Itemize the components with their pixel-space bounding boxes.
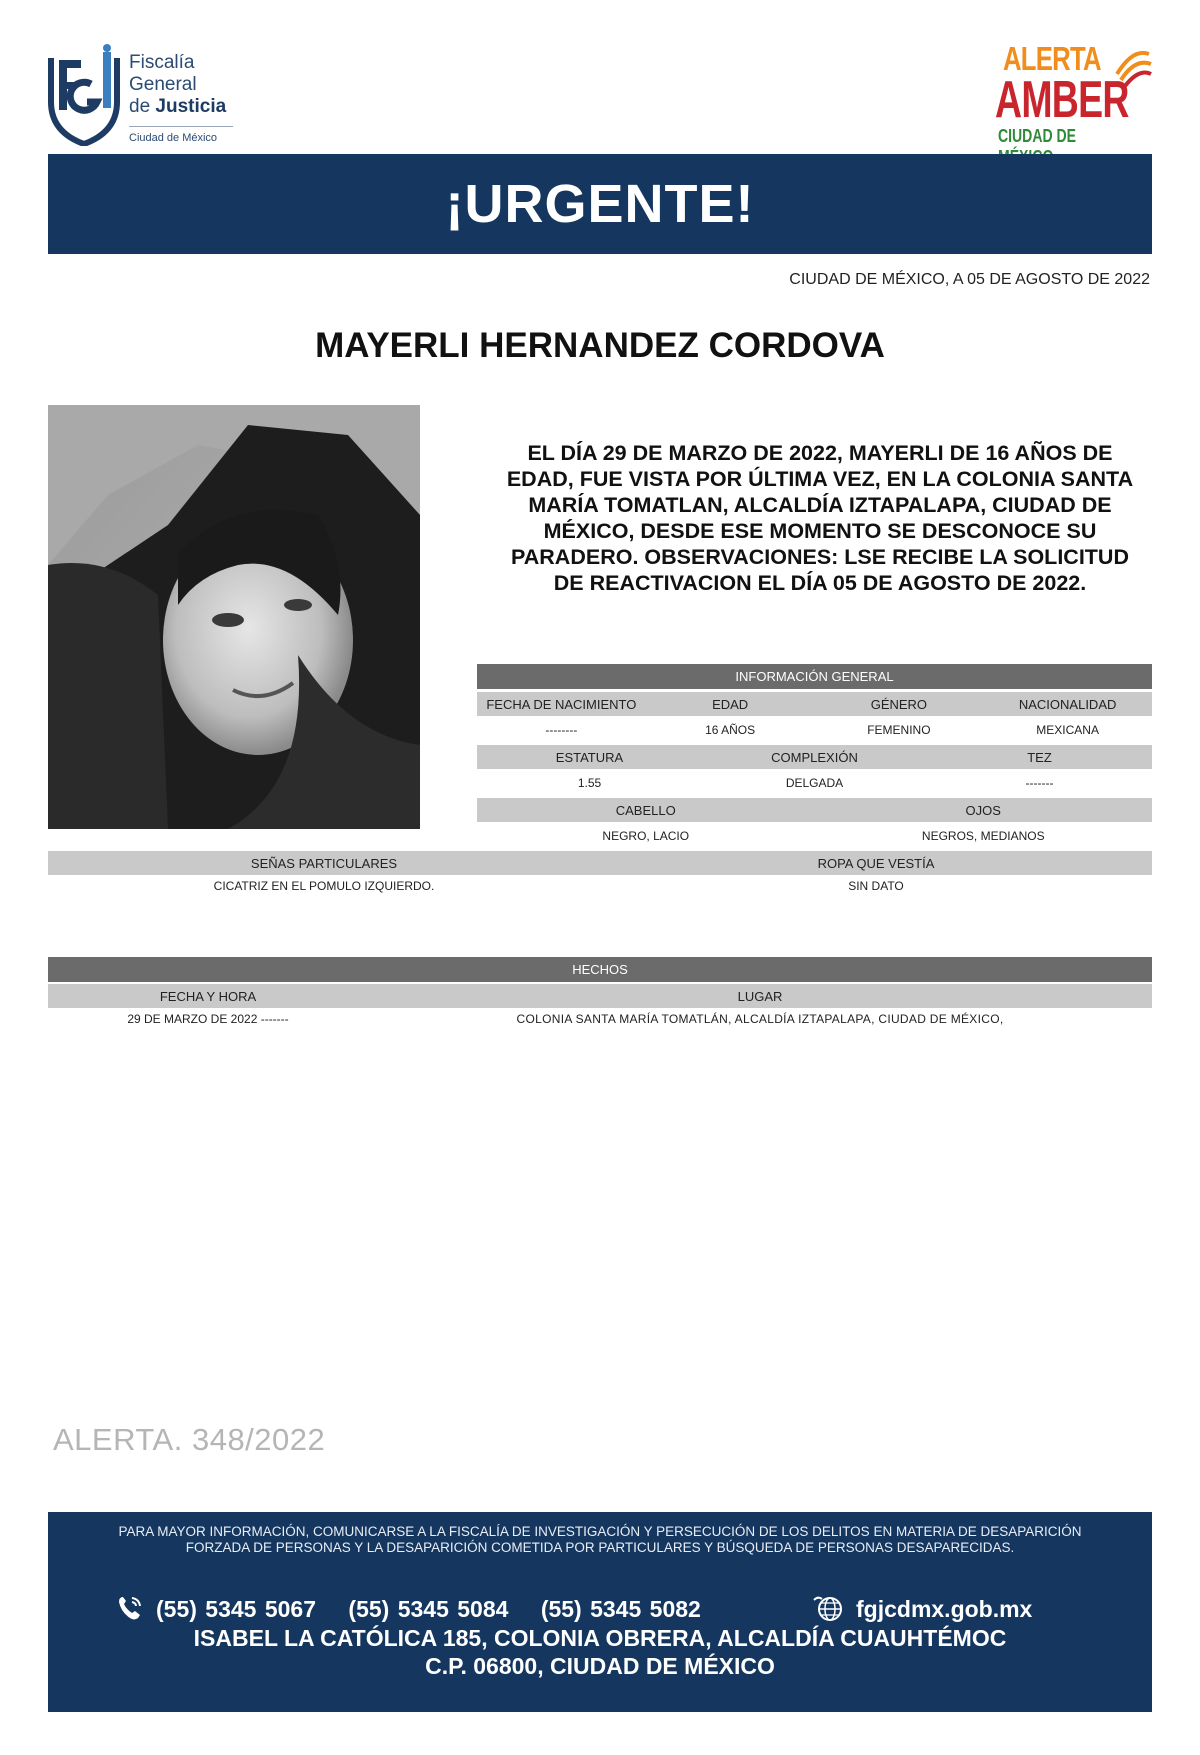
phone-number-2[interactable]: (55) 5345 5084 bbox=[348, 1596, 509, 1622]
footer-info-line2: FORZADA DE PERSONAS Y LA DESAPARICIÓN COMETIDA POR PARTICULARES Y BÚSQUEDA DE PERSONAS DESAPARECIDAS. bbox=[185, 1540, 1015, 1555]
header-gender: GÉNERO bbox=[870, 696, 928, 712]
footer-info bbox=[48, 1524, 1152, 1556]
header-place: LUGAR bbox=[737, 988, 783, 1004]
disappearance-description: EL DÍA 29 DE MARZO DE 2022, MAYERLI DE 16 AÑOS DE EDAD, FUE VISTA POR ÚLTIMA VEZ, EN LA COLONIA SANTA MARÍA TOMATLAN, ALCALDÍA IZTAPALAPA, CIUDAD DE MÉXICO, DESDE ESE MOMENTO SE DESCONOCE SU PARADERO. OBSERVACIONES: LSE RECIBE LA SOLICITUD DE REACTIVACION EL DÍA 05 DE AGOSTO DE 2022. bbox=[506, 441, 1134, 595]
info-row3-headers bbox=[477, 798, 1152, 822]
header-eyes: OJOS bbox=[965, 802, 1001, 818]
website-link[interactable]: fgjcdmx.gob.mx bbox=[856, 1596, 1033, 1622]
info-row4-headers bbox=[48, 851, 1152, 875]
header-distinguishing-marks: SEÑAS PARTICULARES bbox=[250, 855, 398, 871]
value-nationality: MEXICANA bbox=[1036, 723, 1099, 737]
info-row1-headers bbox=[477, 692, 1152, 716]
address-line1: ISABEL LA CATÓLICA 185, COLONIA OBRERA, ALCALDÍA CUAUHTÉMOC bbox=[193, 1625, 1007, 1651]
header-build: COMPLEXIÓN bbox=[771, 749, 858, 765]
header-date-time: FECHA Y HORA bbox=[159, 988, 257, 1004]
phone-number-1[interactable]: (55) 5345 5067 bbox=[156, 1596, 317, 1622]
phone-numbers bbox=[156, 1596, 725, 1623]
office-address bbox=[48, 1624, 1152, 1680]
contact-footer bbox=[48, 1512, 1152, 1712]
info-row1-values bbox=[477, 718, 1152, 742]
person-name: MAYERLI HERNANDEZ CORDOVA bbox=[315, 326, 885, 365]
info-row3-values bbox=[477, 824, 1152, 848]
header-height: ESTATURA bbox=[555, 749, 624, 765]
fgj-line-1: Fiscalía bbox=[129, 52, 195, 73]
value-place: COLONIA SANTA MARÍA TOMATLÁN, ALCALDÍA IZTAPALAPA, CIUDAD DE MÉXICO, bbox=[516, 1012, 1004, 1026]
info-row4-values bbox=[48, 875, 1152, 897]
header-clothing: ROPA QUE VESTÍA bbox=[817, 855, 935, 871]
urgent-banner bbox=[48, 154, 1152, 254]
header-hair: CABELLO bbox=[615, 802, 676, 818]
facts-headers bbox=[48, 984, 1152, 1008]
fgj-logo bbox=[47, 44, 237, 148]
value-distinguishing-marks: CICATRIZ EN EL POMULO IZQUIERDO. bbox=[213, 879, 435, 893]
address-line2: C.P. 06800, CIUDAD DE MÉXICO bbox=[425, 1653, 775, 1679]
facts-values bbox=[48, 1008, 1152, 1030]
phone-number-3[interactable]: (55) 5345 5082 bbox=[540, 1596, 701, 1622]
value-hair: NEGRO, LACIO bbox=[602, 829, 690, 843]
header-age: EDAD bbox=[712, 696, 749, 712]
amber-logo-amber: AMBER bbox=[995, 71, 1129, 129]
header-nationality: NACIONALIDAD bbox=[1018, 696, 1117, 712]
value-height: 1.55 bbox=[577, 776, 602, 790]
value-clothing: SIN DATO bbox=[848, 879, 904, 893]
value-build: DELGADA bbox=[785, 776, 844, 790]
info-row2-values bbox=[477, 771, 1152, 795]
contact-row bbox=[48, 1594, 1152, 1624]
value-age: 16 AÑOS bbox=[705, 723, 756, 737]
header-complexion: TEZ bbox=[1027, 749, 1052, 765]
missing-person-photo bbox=[48, 405, 420, 829]
globe-icon bbox=[812, 1594, 844, 1624]
info-row2-headers bbox=[477, 745, 1152, 769]
footer-info-line1: PARA MAYOR INFORMACIÓN, COMUNICARSE A LA FISCALÍA DE INVESTIGACIÓN Y PERSECUCIÓN DE LOS DELITOS EN MATERIA DE DESAPARICIÓN bbox=[118, 1524, 1082, 1539]
fgj-subtitle: Ciudad de México bbox=[129, 126, 233, 144]
alert-number: ALERTA. 348/2022 bbox=[53, 1422, 326, 1457]
phone-icon bbox=[116, 1594, 144, 1622]
fgj-line-3 bbox=[129, 96, 233, 118]
value-gender: FEMENINO bbox=[867, 723, 931, 737]
fgj-line-3-prefix: de bbox=[129, 96, 151, 117]
date-line: CIUDAD DE MÉXICO, A 05 DE AGOSTO DE 2022 bbox=[789, 271, 1150, 288]
urgent-title: ¡URGENTE! bbox=[445, 174, 755, 234]
amber-swirl-icon bbox=[1113, 44, 1153, 92]
header-birthdate: FECHA DE NACIMIENTO bbox=[486, 696, 637, 712]
amber-alert-logo bbox=[993, 40, 1153, 150]
value-eyes: NEGROS, MEDIANOS bbox=[921, 829, 1045, 843]
value-birthdate: -------- bbox=[545, 723, 578, 737]
fgj-line-3-bold: Justicia bbox=[155, 96, 227, 117]
value-date-time: 29 DE MARZO DE 2022 ------- bbox=[127, 1012, 289, 1026]
general-info-title: INFORMACIÓN GENERAL bbox=[477, 664, 1152, 689]
amber-logo-alerta: ALERTA bbox=[1003, 40, 1101, 77]
value-complexion: ------- bbox=[1025, 776, 1054, 790]
fgj-logo-icon bbox=[47, 44, 121, 146]
facts-title: HECHOS bbox=[48, 957, 1152, 982]
fgj-line-2: General bbox=[129, 74, 197, 95]
amber-logo-city: CIUDAD DE bbox=[998, 126, 1077, 146]
